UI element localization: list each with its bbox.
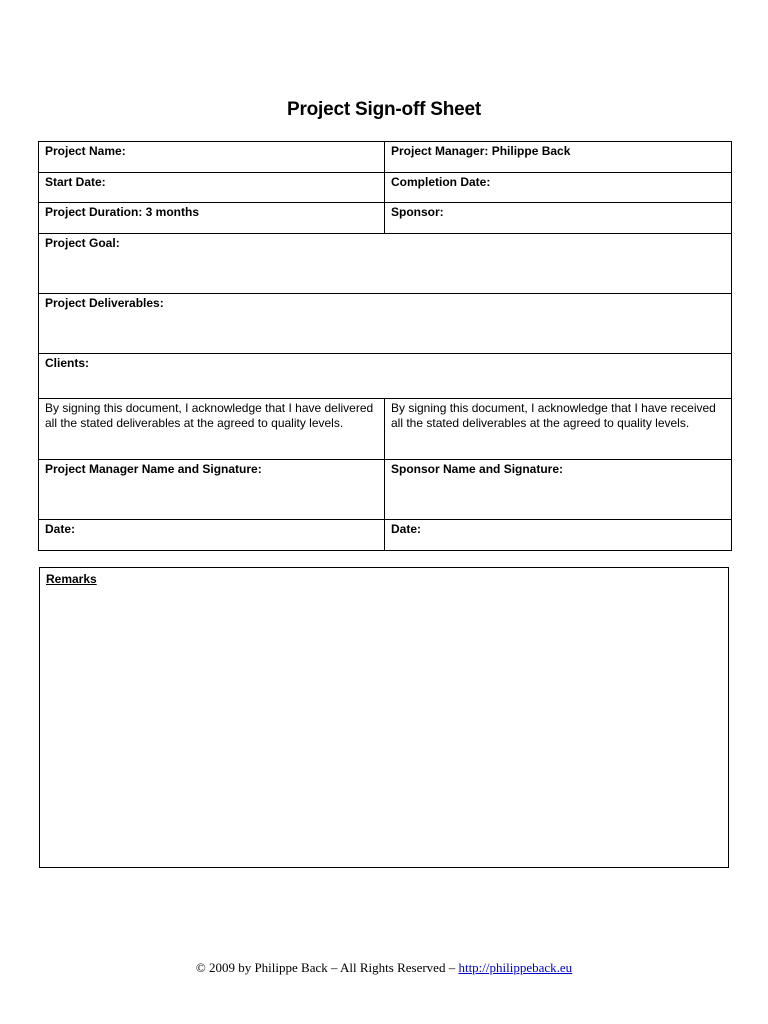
remarks-box[interactable] [39, 567, 729, 868]
table-row [39, 520, 732, 551]
project-deliverables-field[interactable]: Project Deliverables: [39, 294, 732, 354]
sponsor-signature-field[interactable]: Sponsor Name and Signature: [385, 460, 732, 520]
copyright-text: © 2009 by Philippe Back – All Rights Reserved – [195, 960, 459, 975]
table-row [39, 173, 732, 203]
table-row [39, 234, 732, 294]
signoff-table [38, 141, 732, 551]
table-row [39, 460, 732, 520]
sponsor-date-field[interactable]: Date: [385, 520, 732, 551]
table-row [39, 354, 732, 399]
website-link[interactable]: http://philippeback.eu [458, 960, 573, 975]
start-date-field[interactable]: Start Date: [39, 173, 385, 203]
footer [0, 960, 768, 976]
project-goal-field[interactable]: Project Goal: [39, 234, 732, 294]
remarks-label: Remarks [46, 572, 97, 586]
clients-field[interactable]: Clients: [39, 354, 732, 399]
pm-acknowledgement-text: By signing this document, I acknowledge that I have delivered all the stated deliverables at the agreed to quality levels. [39, 399, 385, 460]
project-duration-field[interactable]: Project Duration: 3 months [39, 203, 385, 234]
table-row [39, 203, 732, 234]
project-name-field[interactable]: Project Name: [39, 142, 385, 173]
completion-date-field[interactable]: Completion Date: [385, 173, 732, 203]
table-row [39, 399, 732, 460]
table-row [39, 142, 732, 173]
table-row [39, 294, 732, 354]
project-manager-field[interactable]: Project Manager: Philippe Back [385, 142, 732, 173]
sponsor-acknowledgement-text: By signing this document, I acknowledge that I have received all the stated deliverables at the agreed to quality levels. [385, 399, 732, 460]
pm-signature-field[interactable]: Project Manager Name and Signature: [39, 460, 385, 520]
pm-date-field[interactable]: Date: [39, 520, 385, 551]
sponsor-field[interactable]: Sponsor: [385, 203, 732, 234]
page-title: Project Sign-off Sheet [286, 99, 482, 120]
